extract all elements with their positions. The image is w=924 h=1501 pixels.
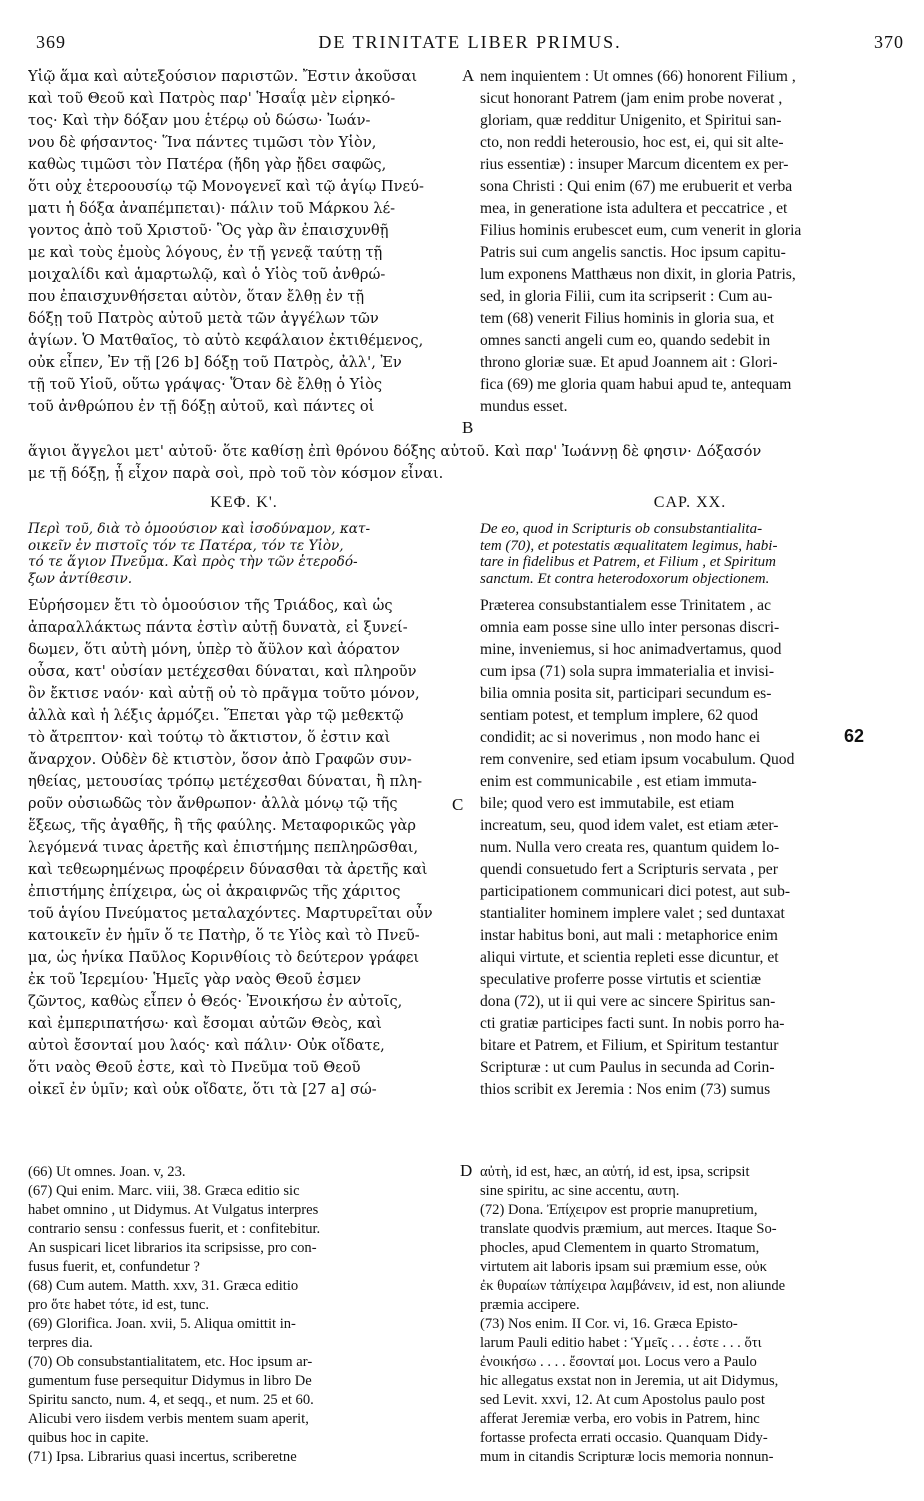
latin-text-line: lum exponens Matthæus non dixit, in gloria Patris,: [480, 266, 796, 283]
chapter-heading-greek: ΚΕΦ. Κ'.: [210, 494, 278, 511]
greek-text-line: οὖσα, κατ' οὐσίαν μετέχεσθαι δύναται, καὶ πληροῦν: [28, 663, 417, 680]
latin-text-line: aliqui virtute, et scientia repleti esse dicuntur, et: [480, 949, 779, 966]
footnote-line: terpres dia.: [28, 1335, 93, 1351]
margin-marker-d: D: [460, 1161, 473, 1180]
latin-text-line: enim est communicabile , est etiam immuta-: [480, 773, 757, 790]
greek-text-line: τὸ ἄτρεπτον· καὶ τούτῳ τὸ ἄκτιστον, ὅ ἐστιν καὶ: [28, 729, 391, 746]
page-number-left: 369: [36, 32, 66, 52]
footnote-line: sed Levit. xxvi, 12. At cum Apostolus paulo post: [480, 1392, 765, 1408]
greek-text-line: τοῦ ἁγίου Πνεύματος μεταλαχόντες. Μαρτυρεῖται οὖν: [28, 905, 433, 922]
greek-text-line: ἐπιστήμης ἐπίχειρα, ὡς οἱ ἀκραιφνῶς τῆς χάριτος: [28, 883, 401, 900]
footnote-line: larum Pauli editio habet : Ὑμεῖς . . . ἐστε . . . ὅτι: [480, 1335, 762, 1351]
footnote-line: pro ὅτε habet τότε, id est, tunc.: [28, 1297, 210, 1313]
greek-text-line: τος· Καὶ τὴν δόξαν μου ἑτέρῳ οὐ δώσω· Ἰωάν-: [28, 112, 371, 129]
greek-text-line: δόξῃ τοῦ Πατρὸς αὐτοῦ μετὰ τῶν ἀγγέλων τῶν: [28, 310, 379, 327]
footnote-line: phocles, apud Clementem in quarto Stromatum,: [480, 1240, 760, 1256]
greek-text-line: αὐτοὶ ἔσονταί μου λαός· καὶ πάλιν· Οὐκ οἴδατε,: [28, 1037, 385, 1054]
latin-text-line: rem convenire, sed etiam ipsum vocabulum. Quod: [480, 751, 795, 768]
summary-line: tare in fidelibus et Patrem, et Filium , et Spiritum: [480, 554, 776, 570]
greek-text-line: ἀπαραλλάκτως πάντα ἐστὶν αὐτῇ δυνατὰ, εἰ ξυνεί-: [28, 619, 408, 636]
summary-line: οικεῖν ἐν πιστοῖς τόν τε Πατέρα, τόν τε Υἱὸν,: [28, 537, 344, 554]
greek-text-line: δωμεν, ὅτι αὐτὴ μόνη, ὑπὲρ τὸ ἄϋλον καὶ ἀόρατον: [28, 641, 400, 658]
footnote-line: sine spiritu, ac sine accentu, αυτη.: [480, 1183, 680, 1199]
margin-marker-a: A: [462, 66, 475, 85]
latin-text-line: omnes sancti angeli cum eo, quando sedebit in: [480, 332, 771, 349]
greek-text-line: ματι ἡ δόξα ἀναπέμπεται)· πάλιν τοῦ Μάρκου λέ-: [28, 200, 396, 217]
greek-text-line: με καὶ τοὺς ἐμοὺς λόγους, ἐν τῇ γενεᾷ ταύτῃ τῇ: [28, 244, 383, 261]
greek-text-line: μοιχαλίδι καὶ ἁμαρτωλῷ, καὶ ὁ Υἱὸς τοῦ ἀνθρώ-: [28, 266, 386, 283]
footnote-line: hic allegatus exstat non in Jeremia, ut ait Didymus,: [480, 1373, 779, 1389]
greek-text-line: Υἱῷ ἅμα καὶ αὐτεξούσιον παριστῶν. Ἔστιν ἀκοῦσαι: [28, 68, 418, 85]
greek-text-line: ὅτι ναὸς Θεοῦ ἐστε, καὶ τὸ Πνεῦμα τοῦ Θεοῦ: [28, 1059, 361, 1076]
margin-marker-b: B: [462, 418, 474, 437]
latin-text-line: mea, in generatione ista adultera et peccatrice , et: [480, 200, 788, 217]
latin-text-line: nem inquientem : Ut omnes (66) honorent Filium ,: [480, 68, 796, 85]
footnote-line: fusus fuerit, et, confundetur ?: [28, 1259, 200, 1275]
greek-text-line: οἰκεῖ ἐν ὑμῖν; καὶ οὐκ οἴδατε, ὅτι τὰ [27 a] σώ-: [28, 1081, 377, 1098]
full-width-line-2: με τῇ δόξῃ, ᾗ εἶχον παρὰ σοὶ, πρὸ τοῦ τὸν κόσμον εἶναι.: [28, 465, 444, 482]
footnote-line: ἐκ θυραίων τἀπίχειρα λαμβάνειν, id est, non aliunde: [480, 1278, 786, 1294]
margin-marker-c: C: [452, 795, 464, 814]
latin-text-line: Scripturæ : ut cum Paulus in secunda ad Corin-: [480, 1059, 775, 1076]
latin-text-line: num. Nulla vero creata res, quantum quidem lo-: [480, 839, 780, 856]
footnote-line: Spiritu sancto, num. 4, et seqq., et num. 25 et 60.: [28, 1392, 314, 1408]
footnote-line: ἐνοικήσω . . . . ἔσονταί μοι. Locus vero a Paulo: [480, 1354, 757, 1370]
greek-text-line: ἀλλὰ καὶ ἡ λέξις ἁρμόζει. Ἕπεται γὰρ τῷ μεθεκτῷ: [28, 707, 404, 724]
footnote-line: (73) Nos enim. II Cor. vi, 16. Græca Episto-: [480, 1316, 738, 1332]
footnote-line: contrario sensu : confessus fuerit, et : confitebitur.: [28, 1221, 321, 1237]
latin-text-line: bitare et Patrem, et Filium, et Spiritum testantur: [480, 1037, 779, 1054]
latin-text-line: cum ipsa (71) sola supra immaterialia et invisi-: [480, 663, 775, 680]
page-number-right: 370: [874, 32, 904, 52]
latin-text-line: cti gratiæ participes facti sunt. In nobis porro ha-: [480, 1015, 785, 1032]
latin-text-line: mine, inveniemus, si hoc animadvertamus, quod: [480, 641, 782, 658]
footnote-line: Alicubi vero iisdem verbis mentem suam aperit,: [28, 1411, 309, 1427]
latin-text-line: participationem communicari dici potest, aut sub-: [480, 883, 791, 900]
latin-text-line: gloriam, quæ redditur Unigenito, et Spiritui san-: [480, 112, 782, 129]
greek-text-line: τῇ τοῦ Υἱοῦ, οὕτω γράψας· Ὅταν δὲ ἔλθῃ ὁ Υἱὸς: [28, 376, 383, 393]
latin-text-line: instar habitus boni, aut mali : metaphorice enim: [480, 927, 778, 944]
footnote-line: habet omnino , ut Didymus. At Vulgatus interpres: [28, 1202, 319, 1218]
page-badge: 62: [844, 726, 865, 746]
summary-line: sanctum. Et contra heterodoxorum objectionem.: [480, 570, 770, 587]
summary-line: ξων ἀντίθεσιν.: [28, 570, 133, 587]
latin-text-line: throno gloriæ suæ. Et apud Joannem ait : Glori-: [480, 354, 778, 371]
greek-chapter-body: [28, 595, 460, 1101]
greek-text-line: ὅτι οὐχ ἑτεροουσίῳ τῷ Μονογενεῖ καὶ τῷ ἁγίῳ Πνεύ-: [28, 178, 424, 195]
footnote-line: (67) Qui enim. Marc. viii, 38. Græca editio sic: [28, 1183, 300, 1199]
footnotes-left: [28, 1163, 460, 1467]
greek-text-line: ροῦν οὐσιωδῶς τὸν ἄνθρωπον· ἀλλὰ μόνῳ τῷ τῆς: [28, 795, 398, 812]
latin-text-line: increatum, seu, quod idem valet, est etiam æter-: [480, 817, 779, 834]
latin-text-line: Patris sui cum angelis sanctis. Hoc ipsum capitu-: [480, 244, 786, 261]
latin-text-line: Præterea consubstantialem esse Trinitatem , ac: [480, 597, 772, 614]
greek-text-line: ἕξεως, τῆς ἀγαθῆς, ἢ τῆς φαύλης. Μεταφορικῶς γὰρ: [28, 817, 416, 834]
greek-text-line: καὶ τοῦ Θεοῦ καὶ Πατρὸς παρ' Ἡσαΐᾳ μὲν εἰρηκό-: [28, 90, 396, 107]
latin-text-line: omnia eam posse sine ullo inter personas discri-: [480, 619, 780, 636]
latin-text-line: Filius hominis erubescet eum, cum venerit in gloria: [480, 222, 802, 239]
greek-text-line: ἄναρχον. Οὐδὲν δὲ κτιστὸν, ὅσον ἀπὸ Γραφῶν συν-: [28, 751, 412, 768]
latin-column-top: [480, 66, 900, 418]
greek-text-line: ηθείας, μετουσίας τρόπῳ μετέχεσθαι δύναται, ἢ πλη-: [28, 773, 423, 790]
greek-text-line: νου δὲ φήσαντος· Ἵνα πάντες τιμῶσι τὸν Υἱὸν,: [28, 134, 377, 151]
footnote-line: præmia accipere.: [480, 1297, 580, 1313]
latin-text-line: stantialiter hominem implere valet ; sed duntaxat: [480, 905, 785, 922]
latin-text-line: mundus esset.: [480, 398, 568, 415]
footnote-line: (72) Dona. Ἐπίχειρον est proprie manupretium,: [480, 1202, 758, 1218]
footnote-line: gumentum fuse persequitur Didymus in libro De: [28, 1373, 312, 1389]
greek-text-line: καὶ τεθεωρημένως προφέρειν δύνασθαι τὰ ἀρετῆς καὶ: [28, 861, 428, 878]
latin-text-line: condidit; ac si noverimus , non modo hanc ei: [480, 729, 761, 746]
greek-text-line: γοντος ἀπὸ τοῦ Χριστοῦ· Ὃς γὰρ ἂν ἐπαισχυνθῇ: [28, 222, 389, 239]
latin-text-line: sicut honorant Patrem (jam enim probe noverat ,: [480, 90, 783, 107]
footnote-line: translate quodvis præmium, aut merces. Itaque So-: [480, 1221, 777, 1237]
greek-text-line: ὃν ἔκτισε ναόν· καὶ αὐτῇ οὐ τὸ πρᾶγμα τοῦτο μόνον,: [28, 685, 420, 702]
greek-text-line: ἐκ τοῦ Ἱερεμίου· Ἡμεῖς γὰρ ναὸς Θεοῦ ἐσμεν: [28, 971, 361, 988]
summary-line: Περὶ τοῦ, διὰ τὸ ὁμοούσιον καὶ ἰσοδύναμον, κατ-: [28, 521, 371, 537]
latin-text-line: sed, in gloria Filii, cum ita scripserit : Cum au-: [480, 288, 773, 305]
footnote-line: An suspicari licet librarios ita scripsisse, pro con-: [28, 1240, 317, 1256]
footnote-line: fortasse profecta errati occasio. Quanquam Didy-: [480, 1430, 768, 1446]
footnote-line: (69) Glorifica. Joan. xvii, 5. Aliqua omittit in-: [28, 1316, 296, 1332]
footnote-line: (66) Ut omnes. Joan. v, 23.: [28, 1164, 186, 1180]
latin-text-line: sona Christi : Qui enim (67) me erubuerit et verba: [480, 178, 793, 195]
latin-text-line: bilia omnia posita sit, participari secundum es-: [480, 685, 772, 702]
footnote-line: αὐτὴ, id est, hæc, an αὐτή, id est, ipsa, scripsit: [480, 1164, 750, 1180]
running-title: DE TRINITATE LIBER PRIMUS.: [318, 32, 622, 52]
greek-column-top: [28, 66, 460, 418]
latin-text-line: thios scribit ex Jeremia : Nos enim (73) sumus: [480, 1081, 771, 1098]
full-width-line-1: ἅγιοι ἄγγελοι μετ' αὐτοῦ· ὅτε καθίσῃ ἐπὶ θρόνου δόξης αὐτοῦ. Καὶ παρ' Ἰωάννῃ δὲ φησιν· Δόξασόν: [28, 443, 762, 460]
footnote-line: mum in citandis Scripturæ locis memoria nonnun-: [480, 1449, 774, 1465]
footnote-line: quibus hoc in capite.: [28, 1430, 149, 1446]
greek-text-line: κατοικεῖν ἐν ἡμῖν ὅ τε Πατὴρ, ὅ τε Υἱὸς καὶ τὸ Πνεῦ-: [28, 927, 420, 944]
latin-text-line: rius essentiæ) : insuper Marcum dicentem ex per-: [480, 156, 789, 173]
greek-text-line: τοῦ ἀνθρώπου ἐν τῇ δόξῃ αὐτοῦ, καὶ πάντες οἱ: [28, 398, 375, 415]
latin-text-line: tem (68) venerit Filius hominis in gloria sua, et: [480, 310, 775, 327]
greek-text-line: καὶ ἐμπεριπατήσω· καὶ ἔσομαι αὐτῶν Θεὸς, καὶ: [28, 1015, 382, 1032]
summary-line: De eo, quod in Scripturis ob consubstantialita-: [480, 521, 763, 537]
latin-text-line: quendi consuetudo fert a Scripturis servata , per: [480, 861, 778, 878]
latin-chapter-body: [480, 595, 900, 1101]
greek-text-line: ζῶντος, καθὼς εἶπεν ὁ Θεός· Ἐνοικήσω ἐν αὐτοῖς,: [28, 993, 403, 1010]
latin-text-line: sentiam potest, et templum implere, 62 quod: [480, 707, 759, 724]
footnote-line: virtutem ait laboris ipsam sui præmium esse, οὐκ: [480, 1259, 767, 1275]
latin-text-line: fica (69) me gloria quam habui apud te, antequam: [480, 376, 792, 393]
greek-text-line: ἁγίων. Ὁ Ματθαῖος, τὸ αὐτὸ κεφάλαιον ἐκτιθέμενος,: [28, 332, 424, 349]
greek-text-line: μα, ὡς ἡνίκα Παῦλος Κορινθίοις τὸ δεύτερον γράφει: [28, 949, 420, 966]
latin-text-line: speculative proferre posse virtutis et scientiæ: [480, 971, 762, 988]
greek-text-line: οὐκ εἶπεν, Ἐν τῇ [26 b] δόξῃ τοῦ Πατρὸς, ἀλλ', Ἐν: [28, 354, 402, 371]
footnotes-right: [480, 1163, 900, 1467]
footnote-line: afferat Jeremiæ verba, ero vobis in Patrem, hinc: [480, 1411, 760, 1427]
greek-text-line: που ἐπαισχυνθήσεται αὐτὸν, ὅταν ἔλθῃ ἐν τῇ: [28, 288, 365, 305]
chapter-summary-latin: [480, 521, 900, 587]
latin-text-line: bile; quod vero est immutabile, est etiam: [480, 795, 735, 812]
footnote-line: (68) Cum autem. Matth. xxv, 31. Græca editio: [28, 1278, 299, 1294]
greek-text-line: Εὑρήσομεν ἔτι τὸ ὁμοούσιον τῆς Τριάδος, καὶ ὡς: [28, 597, 393, 614]
footnote-line: (70) Ob consubstantialitatem, etc. Hoc ipsum ar-: [28, 1354, 313, 1370]
summary-line: tem (70), et potestatis æqualitatem legimus, habi-: [480, 537, 778, 554]
latin-text-line: dona (72), ut ii qui vere ac sincere Spiritus san-: [480, 993, 776, 1010]
footnote-line: (71) Ipsa. Librarius quasi incertus, scriberetne: [28, 1449, 297, 1465]
running-head: [36, 32, 904, 62]
chapter-summary-greek: [28, 521, 460, 587]
latin-text-line: cto, non reddi heterousio, hoc est, ei, qui sit alte-: [480, 134, 784, 151]
chapter-heading-latin: CAP. XX.: [653, 494, 727, 511]
greek-text-line: καθὼς τιμῶσι τὸν Πατέρα (ἤδη γὰρ ᾔδει σαφῶς,: [28, 156, 387, 173]
greek-text-line: λεγόμενά τινας ἀρετῆς καὶ ἐπιστήμης πεπληρῶσθαι,: [28, 839, 419, 856]
summary-line: τό τε ἅγιον Πνεῦμα. Καὶ πρὸς τὴν τῶν ἑτεροδό-: [28, 554, 358, 570]
